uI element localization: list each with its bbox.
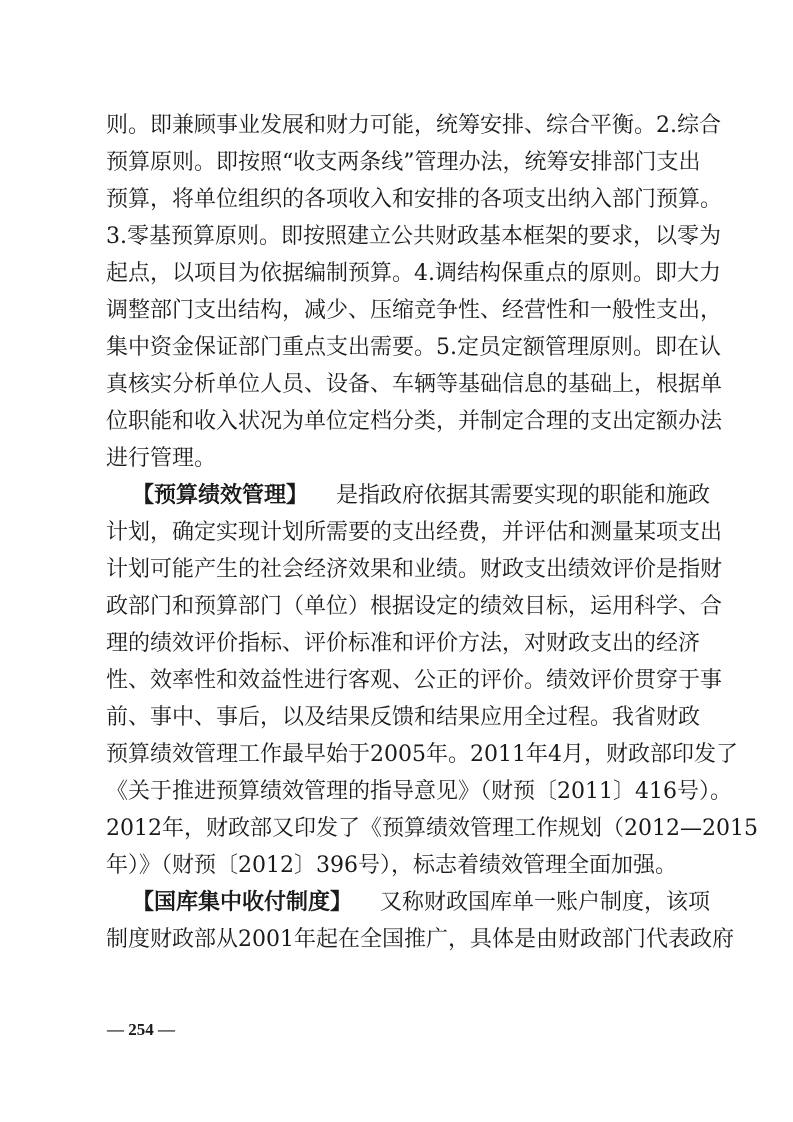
text-line: 《关于推进预算绩效管理的指导意见》（财预〔2011〕416号）。 (106, 779, 732, 804)
text-line: 前、事中、事后，以及结果反馈和结果应用全过程。我省财政 (106, 705, 701, 730)
text-span: 是指政府依据其需要实现的职能和施政 (336, 483, 711, 508)
text-line: 预算原则。即按照“收支两条线”管理办法，统筹安排部门支出 (106, 150, 701, 175)
text-line: 则。即兼顾事业发展和财力可能，统筹安排、综合平衡。2.综合 (106, 113, 721, 138)
text-line: 进行管理。 (106, 446, 217, 471)
text-line: 理的绩效评价指标、评价标准和评价方法，对财政支出的经济 (106, 631, 701, 656)
text-line: 起点，以项目为依据编制预算。4.调结构保重点的原则。即大力 (106, 261, 721, 286)
text-line: 年）》（财预〔2012〕396号），标志着绩效管理全面加强。 (106, 853, 677, 878)
text-line: 3.零基预算原则。即按照建立公共财政基本框架的要求，以零为 (106, 224, 721, 249)
paragraph-first-line (132, 889, 711, 917)
text-line: 位职能和收入状况为单位定档分类，并制定合理的支出定额办法 (106, 409, 723, 434)
text-line: 调整部门支出结构，减少、压缩竞争性、经营性和一般性支出， (106, 298, 723, 323)
term-heading: 【国库集中收付制度】 (132, 890, 353, 915)
text-line: 性、效率性和效益性进行客观、公正的评价。绩效评价贯穿于事 (106, 668, 723, 693)
term-heading: 【预算绩效管理】 (132, 483, 309, 508)
paragraph-first-line (132, 482, 711, 510)
text-line: 预算，将单位组织的各项收入和安排的各项支出纳入部门预算。 (106, 187, 723, 212)
text-line: 计划，确定实现计划所需要的支出经费，并评估和测量某项支出 (106, 520, 723, 545)
text-line: 2012年，财政部又印发了《预算绩效管理工作规划（2012—2015 (106, 816, 758, 841)
page-number: — 254 — (107, 1020, 175, 1039)
text-line: 政部门和预算部门（单位）根据设定的绩效目标，运用科学、合 (106, 594, 723, 619)
text-line: 真核实分析单位人员、设备、车辆等基础信息的基础上，根据单 (106, 372, 723, 397)
text-line: 制度财政部从2001年起在全国推广，具体是由财政部门代表政府 (106, 927, 734, 952)
text-line: 集中资金保证部门重点支出需要。5.定员定额管理原则。即在认 (106, 335, 721, 360)
text-line: 计划可能产生的社会经济效果和业绩。财政支出绩效评价是指财 (106, 557, 723, 582)
text-line: 预算绩效管理工作最早始于2005年。2011年4月，财政部印发了 (106, 742, 738, 767)
text-span: 又称财政国库单一账户制度，该项 (380, 890, 711, 915)
